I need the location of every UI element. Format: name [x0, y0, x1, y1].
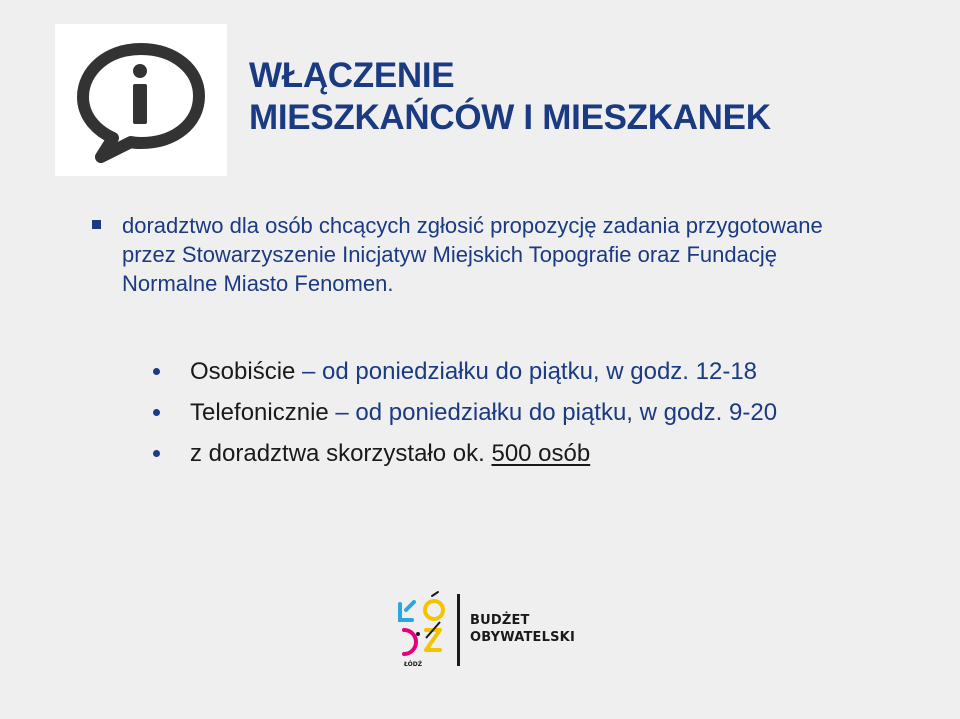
main-bullet-item	[92, 211, 942, 298]
logo-divider	[457, 594, 460, 666]
logo-small-text: ŁÓDŹ	[404, 661, 423, 668]
logo-line-2: OBYWATELSKI	[470, 630, 575, 645]
list-item-lead: Osobiście	[190, 358, 296, 385]
main-bullet-text: doradztwo dla osób chcących zgłosić propozycję zadania przygotowane przez Stowarzyszenie Inicjatyw Miejskich Topografie oraz Fundację Normalne Miasto Fenomen.	[122, 213, 823, 296]
logo-wordmark	[470, 612, 575, 646]
budzet-obywatelski-logo	[396, 590, 576, 670]
list-item-lead: Telefonicznie	[190, 399, 329, 426]
list-item-text	[190, 356, 757, 388]
round-bullet-icon	[153, 409, 160, 416]
info-speech-bubble-icon	[73, 39, 209, 163]
list-item-text	[190, 397, 777, 429]
list-item-detail: 500 osób	[491, 440, 591, 467]
round-bullet-icon	[153, 368, 160, 375]
list-item-detail: – od poniedziałku do piątku, w godz. 9-20	[328, 399, 778, 426]
list-item-detail: – od poniedziałku do piątku, w godz. 12-18	[295, 358, 758, 385]
list-item-lead: z doradztwa skorzystało ok.	[190, 440, 485, 467]
round-bullet-icon	[153, 450, 160, 457]
list-item-text	[190, 438, 590, 470]
info-icon-box	[55, 24, 227, 176]
page-title	[249, 55, 771, 139]
title-line-2: MIESZKAŃCÓW I MIESZKANEK	[249, 98, 771, 137]
square-bullet-icon	[92, 220, 101, 229]
lodz-logo-mark-icon	[396, 590, 456, 670]
title-line-1: WŁĄCZENIE	[249, 56, 455, 95]
logo-line-1: BUDŻET	[470, 613, 530, 628]
